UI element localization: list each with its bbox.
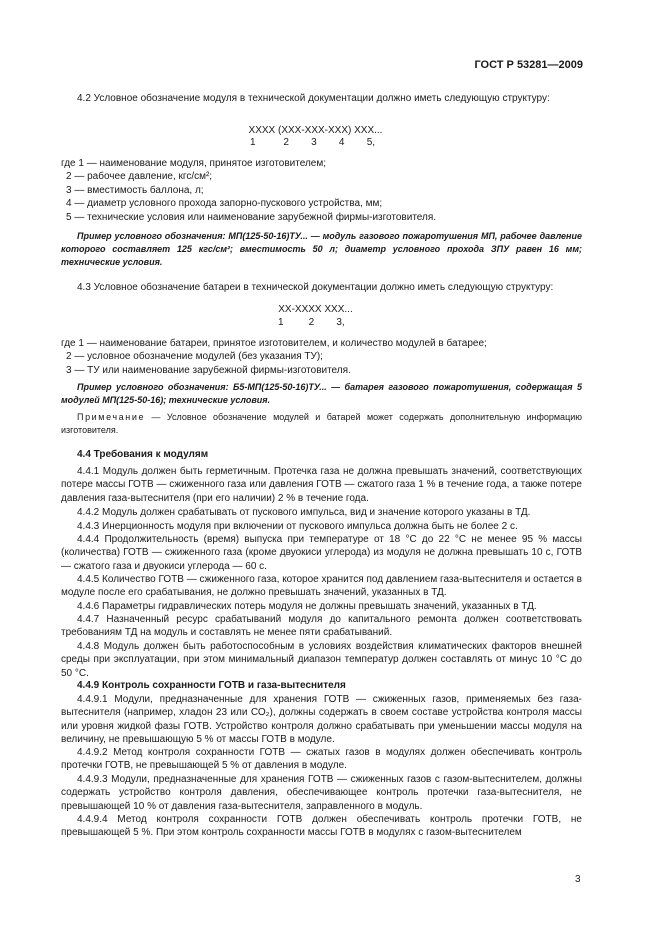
module-formula-numbers: 1 2 3 4 5, [250,137,376,148]
where-line-5: 5 — технические условия или наименование зарубежной фирмы-изготовителя. [66,211,437,223]
para-4-4-9-3: 4.4.9.3 Модули, предназначенные для хранения ГОТВ — сжиженных газов с газом-вытеснителем, должны содержать устройство контроля давления, обеспечивающее контроль протечки газа-вытеснителя, не превышающей 10 % от давления газа-вытеснителя, заправленного в модуль. [61,774,582,812]
para-4-4-6: 4.4.6 Параметры гидравлических потерь модуля не должны превышать значений, указанных в ТД. [77,601,537,612]
battery-where-list [61,337,582,377]
section-4-3-intro: 4.3 Условное обозначение батареи в технической документации должно иметь следующую структуру: [77,282,554,293]
battery-formula: ХХ-ХХХХ ХХХ... [278,304,353,315]
page-number: 3 [575,874,581,885]
battery-where-line-3: 3 — ТУ или наименование зарубежной фирмы-изготовителя. [66,364,351,376]
para-4-4-7: 4.4.7 Назначенный ресурс срабатываний модуля до капитального ремонта должен соответствовать требованиям ТД на модуль и составлять не менее пяти срабатываний. [61,614,582,639]
where-line-4: 4 — диаметр условного прохода запорно-пускового устройства, мм; [66,198,383,210]
para-4-4-9-4: 4.4.9.4 Метод контроля сохранности ГОТВ должен обеспечивать контроль протечки ГОТВ, не превышающей 5 %. При этом контроль сохранности массы ГОТВ в модулях с газом-вытеснителем [61,814,582,839]
where-line-1: где 1 — наименование модуля, принятое изготовителем; [61,158,327,169]
section-4-4-9-title: 4.4.9 Контроль сохранности ГОТВ и газа-вытеснителя [77,680,346,691]
battery-example: Пример условного обозначения: Б5-МП(125-50-16)ТУ... — батарея газового пожаротушения, содержащая 5 модулей МП(125-50-16); технические условия. [61,382,582,405]
para-4-4-9-2: 4.4.9.2 Метод контроля сохранности ГОТВ — сжатых газов в модулях должен обеспечивать контроль протечки ГОТВ, не превышающей 5 % от давления в модуле. [61,747,582,772]
para-4-4-9-1: 4.4.9.1 Модули, предназначенные для хранения ГОТВ — сжиженных газов, применяемых без газа-вытеснителя (например, хладон 23 или СО₂), должны содержать в своем составе устройства контроля массы или уровня жидкой фазы ГОТВ. Устройство контроля должно срабатывать при уменьшении массы модуля на величину, не превышающую 5 % от массы ГОТВ в модуле. [61,694,582,746]
note-label: Примечание [77,412,146,422]
para-4-4-1: 4.4.1 Модуль должен быть герметичным. Протечка газа не должна превышать значений, соответствующих потере массы ГОТВ — сжиженного газа или давления ГОТВ — сжатого газа 1 % в течение года, а также потере давления газа-вытеснителя (при его наличии) 2 % в течение года. [61,466,582,504]
para-4-4-4: 4.4.4 Продолжительность (время) выпуска при температуре от 18 °С до 22 °С не менее 95 % массы (количества) ГОТВ — сжиженного газа (кроме двуокиси углерода) из модуля не должна превышать 10 с, ГОТВ — сжатого газа и двуокиси углерода — 60 с. [61,534,582,572]
battery-where-line-1: где 1 — наименование батареи, принятое изготовителем, и количество модулей в батарее; [61,338,487,349]
battery-formula-numbers: 1 2 3, [278,317,345,328]
para-4-4-2: 4.4.2 Модуль должен срабатывать от пускового импульса, вид и значение которого указаны в ТД. [77,507,531,518]
para-4-4-5: 4.4.5 Количество ГОТВ — сжиженного газа, которое хранится под давлением газа-вытеснителя и остается в модуле после его срабатывания, не должно превышать значений, указанных в ТД. [61,574,582,599]
para-4-4-3: 4.4.3 Инерционность модуля при включении от пускового импульса должна быть не более 2 с. [77,521,518,532]
where-line-3: 3 — вместимость баллона, л; [66,184,204,196]
battery-where-line-2: 2 — условное обозначение модулей (без указания ТУ); [66,351,323,363]
module-where-list [61,157,582,224]
para-4-4-8: 4.4.8 Модуль должен быть работоспособным в условиях воздействия климатических факторов внешней среды при эксплуатации, при этом минимальный диапазон температур должен составлять от минус 10 °С до 50 °С. [61,641,582,679]
note [61,411,582,437]
section-4-4-title: 4.4 Требования к модулям [77,449,209,460]
note-text: — Условное обозначение модулей и батарей может содержать дополнительную информацию изготовителя. [61,412,582,435]
section-4-2-intro: 4.2 Условное обозначение модуля в технической документации должно иметь следующую структуру: [77,93,550,104]
standard-header: ГОСТ Р 53281—2009 [474,59,583,71]
module-formula: ХХХХ (ХХХ-ХХХ-ХХХ) ХХХ... [248,125,383,136]
module-example: Пример условного обозначения: МП(125-50-16)ТУ... — модуль газового пожаротушения МП, рабочее давление которого составляет 125 кгс/см²; вместимость 50 л; диаметр условного прохода ЗПУ равен 16 мм; технические условия. [61,231,582,267]
where-line-2: 2 — рабочее давление, кгс/см²; [66,171,213,183]
